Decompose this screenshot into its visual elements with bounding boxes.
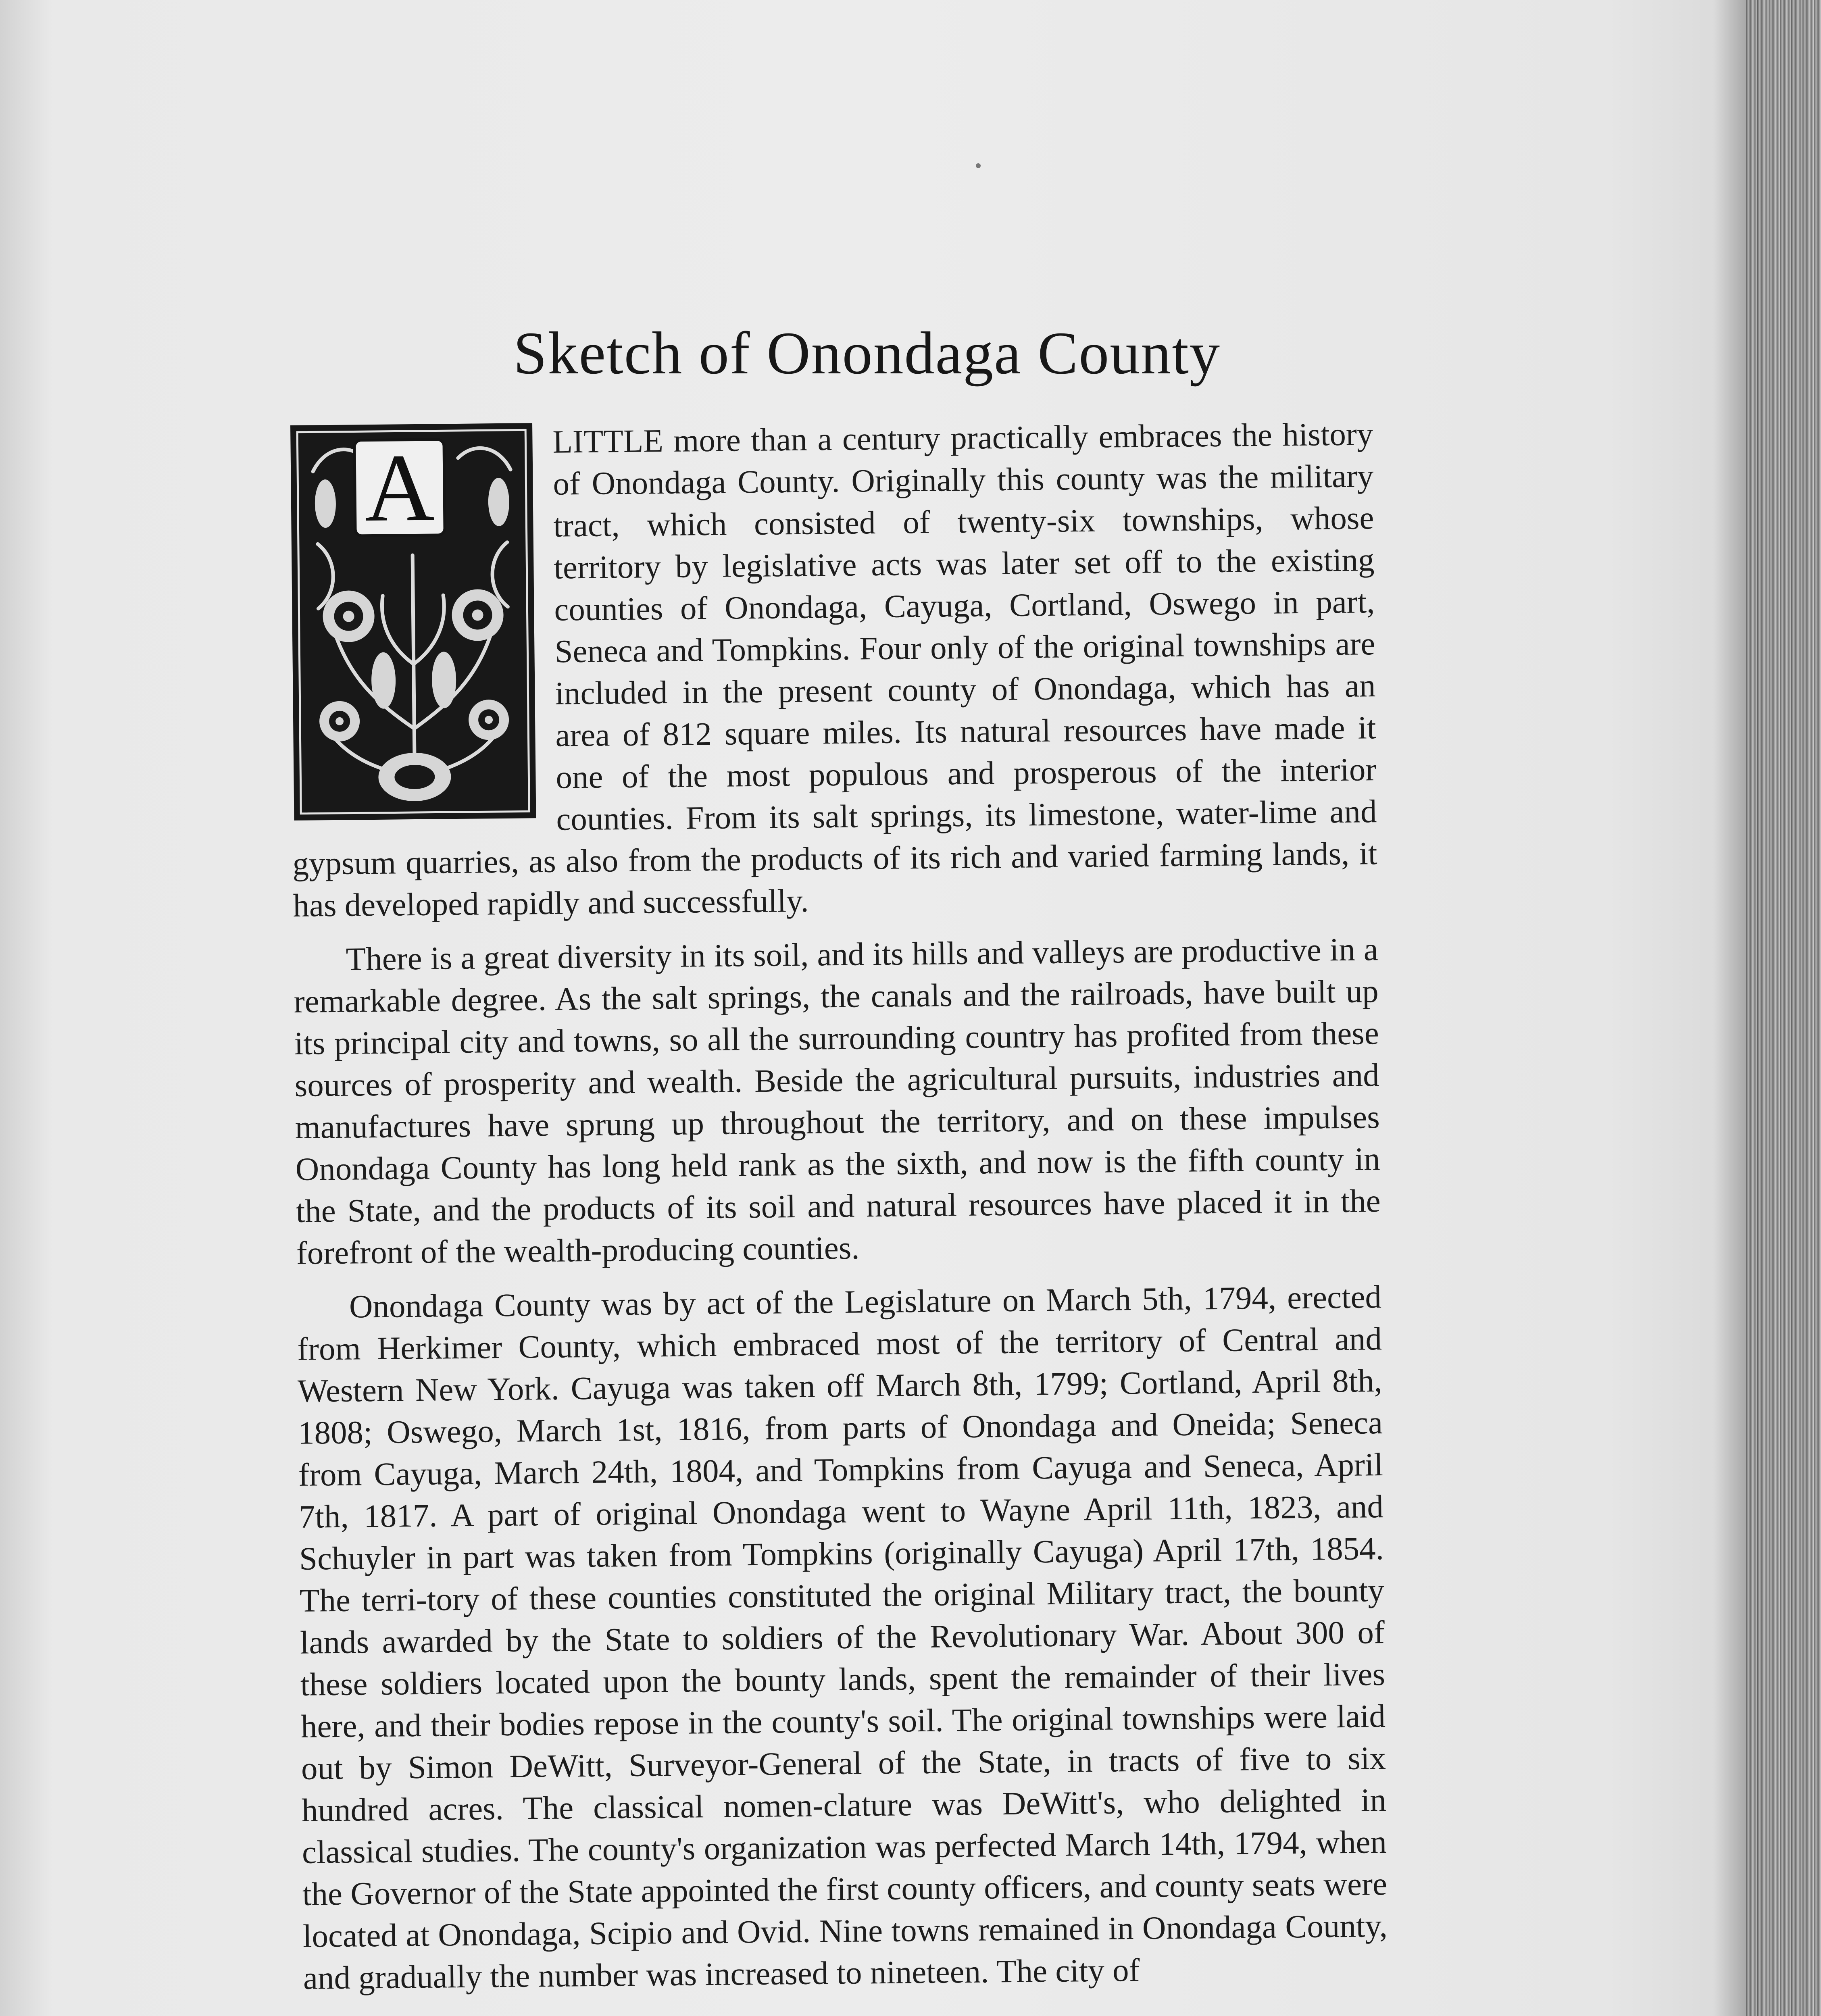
book-page-edges (1746, 0, 1821, 2016)
paragraph-3: Onondaga County was by act of the Legislature on March 5th, 1794, erected from Herkimer County, which embraced most of the territory of Central and Western New York. Cayuga was taken off March 8th, 1799; Cortland, April 8th, 1808; Oswego, March 1st, 1816, from parts of Onondaga and Oneida; Seneca from Cayuga, March 24th, 1804, and Tompkins from Cayuga and Seneca, April 7th, 1817. A part of original Onondaga went to Wayne April 11th, 1823, and Schuyler in part was taken from Tompkins (originally Cayuga) April 17th, 1854. The terri-tory of these counties constituted the original Military tract, the bounty lands awarded by the State to soldiers of the Revolutionary War. About 300 of these soldiers located upon the bounty lands, spent the remainder of their lives here, and their bodies repose in the county's soil. The original townships were laid out by Simon DeWitt, Surveyor-General of the State, in tracts of five to six hundred acres. The classical nomen-clature was DeWitt's, who delighted in classical studies. The county's organization was perfected March 14th, 1794, when the Governor of the State appointed the first county officers, and county seats were located at Onondaga, Scipio and Ovid. Nine towns remained in Onondaga County, and gradually the number was increased to nineteen. The city of (297, 1279, 1388, 1996)
article-body (288, 413, 1388, 2011)
page-title: Sketch of Onondaga County (513, 320, 1221, 387)
paragraph-2: There is a great diversity in its soil, and its hills and valleys are productive in a remarkable degree. As the salt springs, the canals and the railroads, have built up its principal city and towns, so all the surrounding country has profited from these sources of prosperity and wealth. Beside the agricultural pursuits, industries and manufactures have sprung up throughout the territory, and on these impulses Onondaga County has long held rank as the sixth, and now is the fifth county in the State, and the products of its soil and natural resources have placed it in the forefront of the wealth-producing counties. (294, 931, 1381, 1271)
ornamental-dropcap (288, 421, 538, 823)
gutter-shadow (1714, 0, 1746, 2016)
ink-speck (976, 163, 981, 168)
paragraph-1: LITTLE more than a century practically embraces the history of Onondaga County. Originally this county was the military tract, which consisted of twenty-six townships, whose territory by legislative acts was later set off to the existing counties of Onondaga, Cayuga, Cortland, Oswego in part, Seneca and Tompkins. Four only of the original townships are included in the present county of Onondaga, which has an area of 812 square miles. Its natural resources have made it one of the most populous and prosperous of the interior counties. From its salt springs, its limestone, water-lime and gypsum quarries, as also from the products of its rich and varied farming lands, it has developed rapidly and successfully. (292, 416, 1377, 924)
dropcap-letter: A (353, 438, 446, 537)
